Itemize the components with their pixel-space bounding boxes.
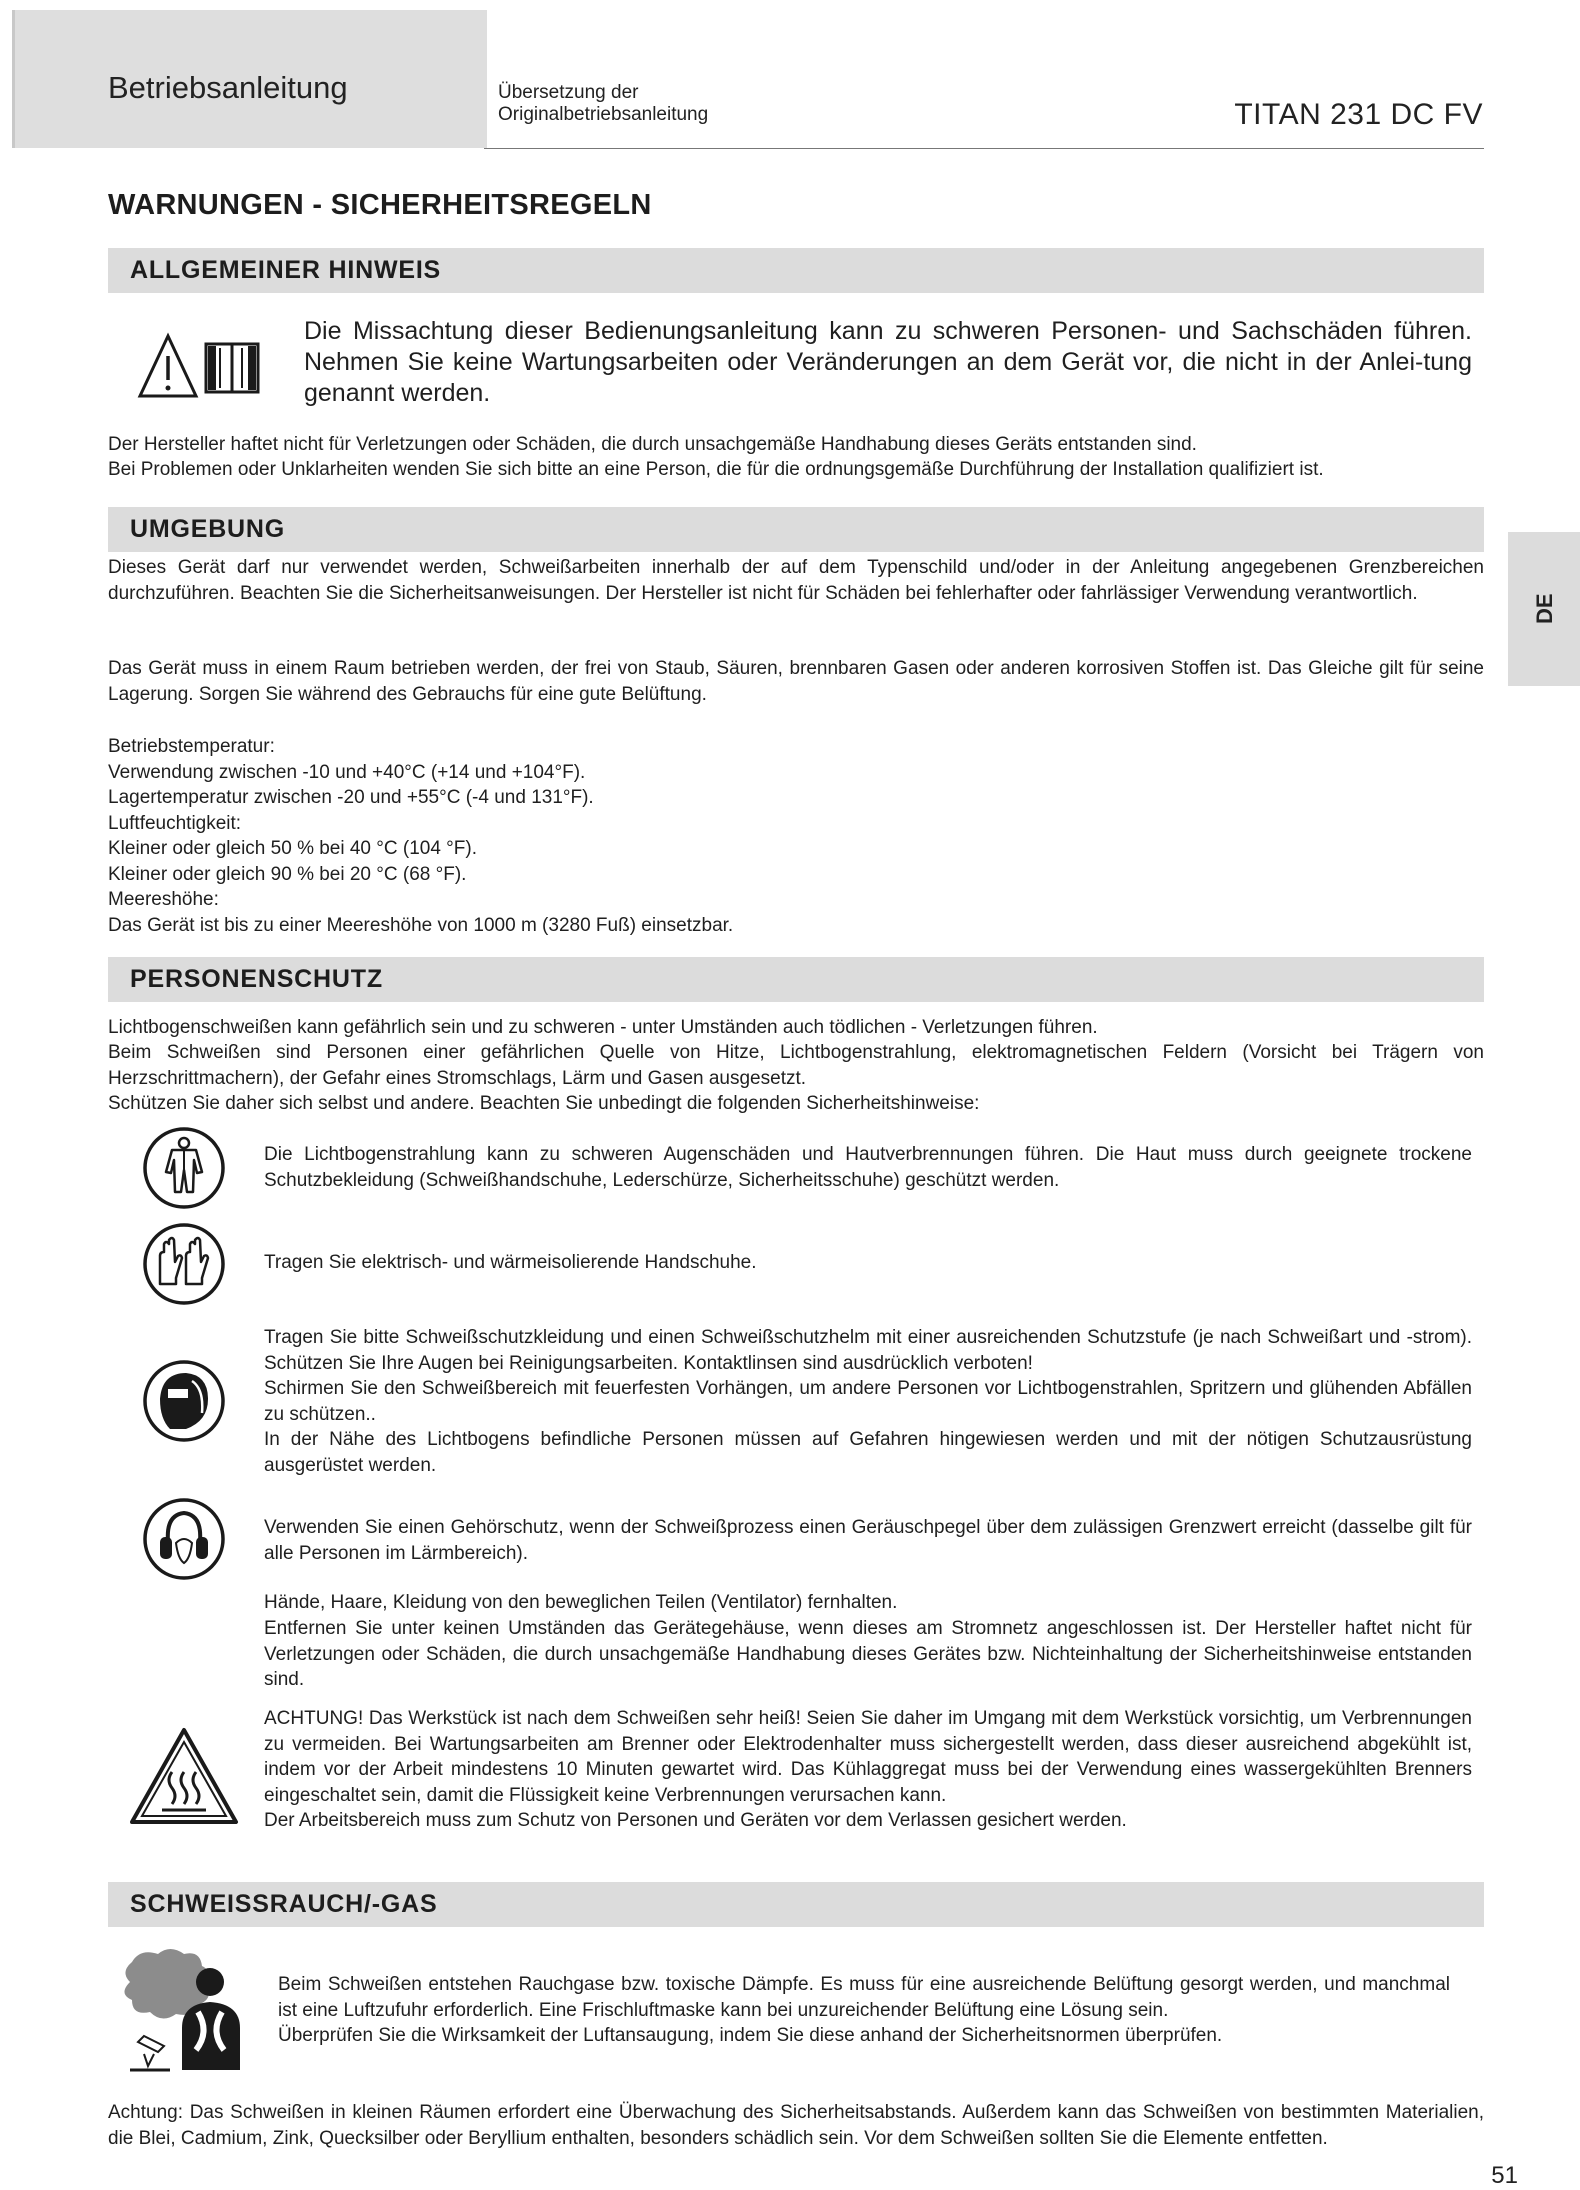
- section-heading-fumes: [108, 1882, 1484, 1927]
- section-heading-protection: [108, 957, 1484, 1002]
- protective-clothing-icon: [142, 1126, 226, 1210]
- spec-line: Betriebstemperatur:: [108, 736, 275, 757]
- section-heading-general-label: ALLGEMEINER HINWEIS: [130, 256, 442, 284]
- hot-workpiece-text-1: ACHTUNG! Das Werkstück ist nach dem Schweißen sehr heiß! Seien Sie daher im Umgang mit dem Werkstück vorsichtig, um Verbrennungen zu vermeiden. Bei Wartungsarbeiten am Brenner oder Elektrodenhalter muss sichergestellt werden, dass dieser ausreichend abgekühlt ist, indem vor der Arbeit mindestens 10 Minuten gewartet wird. Das Kühlaggregat muss bei der Verwendung eines wassergekühlten Brenners eingeschaltet sein, damit die Flüssigkeit keine Verbrennungen verursachen kann.: [264, 1708, 1472, 1806]
- translation-line-2: Originalbetriebsanleitung: [498, 104, 709, 125]
- hot-surface-icon: [126, 1724, 242, 1830]
- manual-label: Betriebsanleitung: [108, 70, 348, 105]
- section-heading-protection-label: PERSONENSCHUTZ: [130, 965, 383, 993]
- welding-fumes-icon: [110, 1942, 266, 2078]
- gloves-icon: [142, 1222, 226, 1306]
- language-tab: [1508, 532, 1580, 686]
- gloves-text: Tragen Sie elektrisch- und wärmeisolierende Handschuhe.: [264, 1252, 757, 1273]
- spec-line: Kleiner oder gleich 90 % bei 20 °C (68 °F).: [108, 863, 467, 885]
- page-title: WARNUNGEN - SICHERHEITSREGELN: [108, 189, 652, 221]
- warning-triangle-icon: [140, 336, 196, 396]
- manual-book-icon: [206, 344, 258, 392]
- protection-intro-3: Schützen Sie daher sich selbst und andere. Beachten Sie unbedingt die folgenden Sicherheitshinweise:: [108, 1093, 980, 1114]
- environment-paragraph-2: Das Gerät muss in einem Raum betrieben werden, der frei von Staub, Säuren, brennbaren Gasen oder anderen korrosiven Stoffen ist. Das Gleiche gilt für seine Lagerung. Sorgen Sie während des Gebrauchs für eine gute Belüftung.: [108, 658, 1484, 705]
- general-paragraph-1: Der Hersteller haftet nicht für Verletzungen oder Schäden, die durch unsachgemäße Handhabung dieses Geräts entstanden sind.: [108, 434, 1197, 455]
- warning-manual-icon: [136, 330, 266, 402]
- spec-line: Lagertemperatur zwischen -20 und +55°C (-4 und 131°F).: [108, 787, 594, 808]
- clothing-text: Die Lichtbogenstrahlung kann zu schweren Augenschäden und Hautverbrennungen führen. Die Haut muss durch geeignete trockene Schutzbekleidung (Schweißhandschuhe, Lederschürze, Sicherheitsschuhe) geschützt werden.: [264, 1144, 1472, 1191]
- hearing-text: Verwenden Sie einen Gehörschutz, wenn der Schweißprozess einen Geräuschpegel über dem zulässigen Grenzwert erreicht (dasselbe gilt für alle Personen im Lärmbereich).: [264, 1517, 1472, 1564]
- helmet-text-3: In der Nähe des Lichtbogens befindliche Personen müssen auf Gefahren hingewiesen werden und mit der nötigen Schutzausrüstung ausgerüstet werden.: [264, 1429, 1472, 1476]
- fumes-paragraph-3: Achtung: Das Schweißen in kleinen Räumen erfordert eine Überwachung des Sicherheitsabstands. Außerdem kann das Schweißen von bestimmten Materialien, die Blei, Cadmium, Zink, Quecksilber oder Beryllium enthalten, besonders schädlich sein. Vor dem Schweißen sollten Sie die Elemente entfetten.: [108, 2102, 1484, 2149]
- page-number: 51: [1491, 2162, 1518, 2189]
- general-warning-text: Die Missachtung dieser Bedienungsanleitung kann zu schweren Personen- und Sachschäden führen. Nehmen Sie keine Wartungsarbeiten oder Veränderungen an dem Gerät vor, die nicht in der Anlei-tung genannt werden.: [304, 317, 1472, 407]
- environment-specs: [108, 734, 733, 938]
- fumes-paragraph-2: Überprüfen Sie die Wirksamkeit der Luftansaugung, indem Sie diese anhand der Sicherheitsnormen überprüfen.: [278, 2025, 1223, 2046]
- translation-line-1: Übersetzung der: [498, 82, 639, 103]
- protection-intro-2: Beim Schweißen sind Personen einer gefährlichen Quelle von Hitze, Lichtbogenstrahlung, elektromagnetischen Feldern (Vorsicht bei Trägern von Herzschrittmachern), der Gefahr eines Stromschlags, Lärm und Gasen ausgesetzt.: [108, 1042, 1484, 1089]
- protection-intro-1: Lichtbogenschweißen kann gefährlich sein und zu schweren - unter Umständen auch tödlichen - Verletzungen führen.: [108, 1017, 1098, 1038]
- moving-parts-text-1: Hände, Haare, Kleidung von den beweglichen Teilen (Ventilator) fernhalten.: [264, 1592, 898, 1613]
- spec-line: Das Gerät ist bis zu einer Meereshöhe von 1000 m (3280 Fuß) einsetzbar.: [108, 914, 734, 936]
- hearing-protection-icon: [142, 1497, 226, 1581]
- model-name: TITAN 231 DC FV: [1234, 98, 1483, 131]
- helmet-text-2: Schirmen Sie den Schweißbereich mit feuerfesten Vorhängen, um andere Personen vor Lichtbogenstrahlen, Spritzern und glühenden Abfällen zu schützen..: [264, 1378, 1472, 1425]
- translation-note: [498, 82, 708, 126]
- header-divider: [484, 148, 1484, 149]
- helmet-text-1: Tragen Sie bitte Schweißschutzkleidung und einen Schweißschutzhelm mit einer ausreichenden Schutzstufe (je nach Schweißart und -strom). Schützen Sie Ihre Augen bei Reinigungsarbeiten. Kontaktlinsen sind ausdrücklich verboten!: [264, 1327, 1472, 1374]
- section-heading-environment: [108, 507, 1484, 552]
- section-heading-environment-label: UMGEBUNG: [130, 515, 286, 543]
- welding-helmet-icon: [142, 1359, 226, 1443]
- language-tab-label: DE: [1532, 593, 1557, 624]
- general-paragraph-2: Bei Problemen oder Unklarheiten wenden Sie sich bitte an eine Person, die für die ordnungsgemäße Durchführung der Installation qualifiziert ist.: [108, 459, 1324, 480]
- hot-workpiece-text-2: Der Arbeitsbereich muss zum Schutz von Personen und Geräten vor dem Verlassen gesichert werden.: [264, 1810, 1127, 1831]
- section-heading-fumes-label: SCHWEISSRAUCH/-GAS: [130, 1890, 438, 1918]
- spec-line: Kleiner oder gleich 50 % bei 40 °C (104 °F).: [108, 838, 477, 859]
- environment-paragraph-1: Dieses Gerät darf nur verwendet werden, Schweißarbeiten innerhalb der auf dem Typenschild und/oder in der Anleitung angegebenen Grenzbereichen durchzuführen. Beachten Sie die Sicherheitsanweisungen. Der Hersteller ist nicht für Schäden bei fehlerhafter oder fahrlässiger Verwendung verantwortlich.: [108, 557, 1484, 604]
- spec-line: Luftfeuchtigkeit:: [108, 812, 242, 834]
- fumes-paragraph-1: Beim Schweißen entstehen Rauchgase bzw. toxische Dämpfe. Es muss für eine ausreichende Belüftung gesorgt werden, und manchmal ist eine Luftzufuhr erforderlich. Eine Frischluftmaske kann bei unzureichender Belüftung eine Lösung sein.: [278, 1974, 1450, 2021]
- moving-parts-text-2: Entfernen Sie unter keinen Umständen das Gerätegehäuse, wenn dieses am Stromnetz angeschlossen ist. Der Hersteller haftet nicht für Verletzungen oder Schäden, die durch unsachgemäße Handhabung dieses Gerätes bzw. Nichteinhaltung der Sicherheitshinweise entstanden sind.: [264, 1618, 1472, 1690]
- section-heading-general: [108, 248, 1484, 293]
- spec-line: Verwendung zwischen -10 und +40°C (+14 und +104°F).: [108, 761, 586, 783]
- spec-line: Meereshöhe:: [108, 889, 219, 910]
